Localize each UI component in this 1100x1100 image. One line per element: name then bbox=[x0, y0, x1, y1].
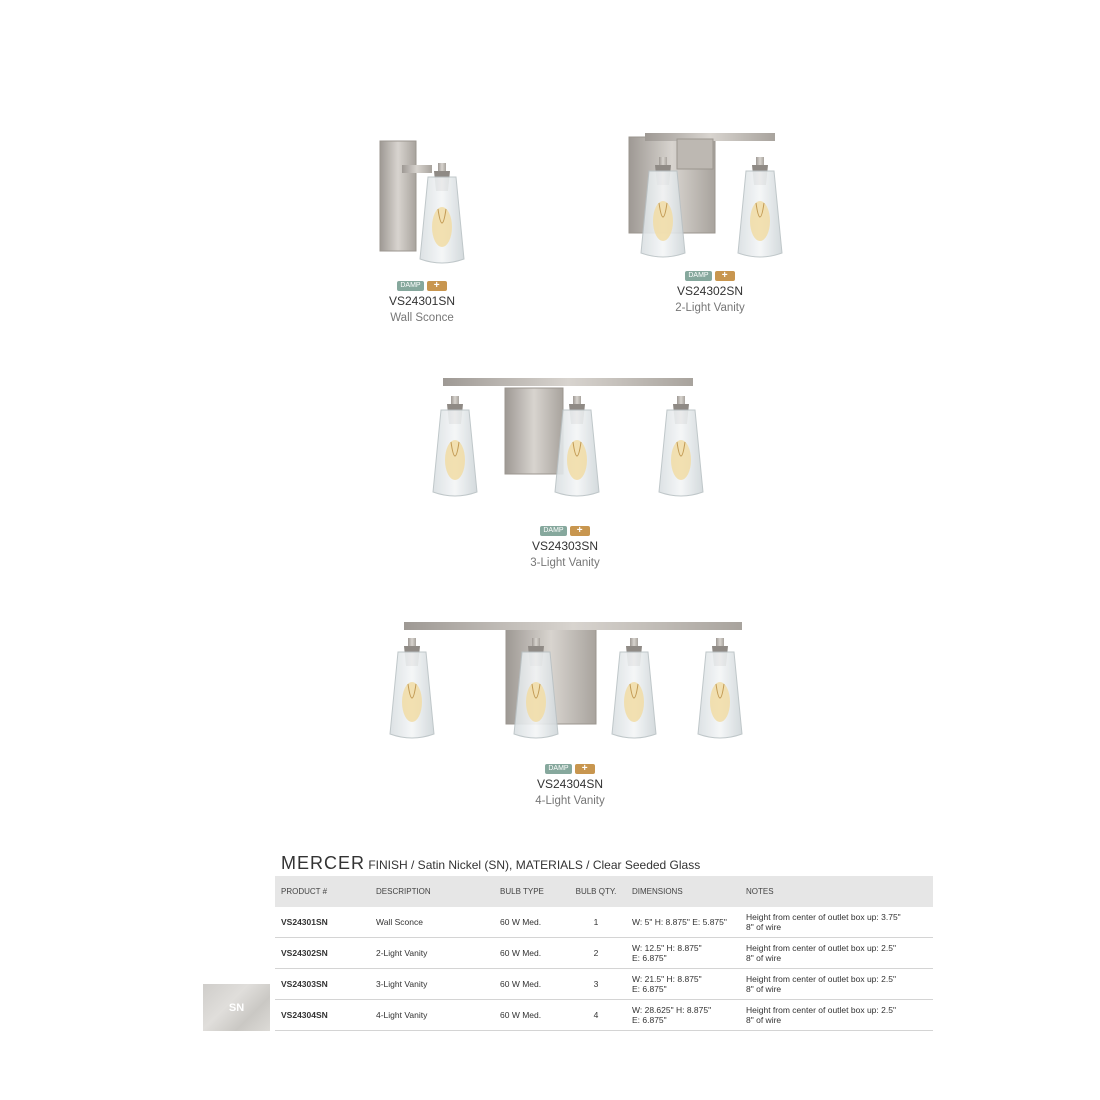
product-code: VS24302SN bbox=[676, 284, 744, 298]
plus-badge: + bbox=[427, 281, 447, 291]
table-row bbox=[275, 907, 933, 938]
damp-rated-badge: DAMP bbox=[397, 281, 423, 291]
damp-rated-badge: DAMP bbox=[540, 526, 566, 536]
plus-badge: + bbox=[715, 271, 735, 281]
col-notes: NOTES bbox=[746, 887, 774, 896]
col-bulb-type: BULB TYPE bbox=[500, 887, 544, 896]
cell-bulb: 60 W Med. bbox=[494, 938, 566, 969]
product-description: 2-Light Vanity bbox=[675, 302, 745, 314]
cell-code: VS24301SN bbox=[275, 907, 370, 938]
note-line: 8" of wire bbox=[746, 984, 782, 994]
product-3-light-vanity bbox=[415, 370, 715, 569]
note-line: Height from center of outlet box up: 2.5" bbox=[746, 974, 896, 984]
cell-notes bbox=[740, 907, 933, 938]
table-row bbox=[275, 1000, 933, 1031]
cell-notes bbox=[740, 969, 933, 1000]
plus-badge: + bbox=[575, 764, 595, 774]
cell-dimensions bbox=[626, 938, 740, 969]
damp-rated-badge: DAMP bbox=[685, 271, 711, 281]
finish-swatch: SN bbox=[203, 984, 270, 1031]
dim-line: W: 12.5" H: 8.875" bbox=[632, 943, 702, 953]
cell-qty: 4 bbox=[566, 1000, 626, 1031]
cell-qty: 2 bbox=[566, 938, 626, 969]
collection-name: MERCER bbox=[281, 853, 366, 873]
product-wall-sconce bbox=[362, 135, 482, 324]
product-code: VS24301SN bbox=[388, 294, 456, 308]
cell-desc: 2-Light Vanity bbox=[370, 938, 494, 969]
dim-line: E: 6.875" bbox=[632, 984, 667, 994]
col-description: DESCRIPTION bbox=[376, 887, 431, 896]
col-bulb-qty: BULB QTY. bbox=[575, 887, 617, 896]
cell-bulb: 60 W Med. bbox=[494, 907, 566, 938]
cell-notes bbox=[740, 938, 933, 969]
cell-code: VS24303SN bbox=[275, 969, 370, 1000]
table-row bbox=[275, 969, 933, 1000]
cell-dimensions bbox=[626, 969, 740, 1000]
cell-bulb: 60 W Med. bbox=[494, 969, 566, 1000]
collection-heading bbox=[281, 853, 700, 874]
2-light-vanity-image bbox=[615, 125, 805, 275]
note-line: Height from center of outlet box up: 2.5" bbox=[746, 943, 896, 953]
product-code: VS24303SN bbox=[531, 539, 599, 553]
4-light-vanity-image bbox=[380, 612, 760, 760]
product-description: Wall Sconce bbox=[390, 312, 454, 324]
cell-code: VS24302SN bbox=[275, 938, 370, 969]
plus-badge: + bbox=[570, 526, 590, 536]
damp-rated-badge: DAMP bbox=[545, 764, 571, 774]
col-product: PRODUCT # bbox=[281, 887, 328, 896]
cell-dimensions bbox=[626, 907, 740, 938]
product-description: 4-Light Vanity bbox=[535, 795, 605, 807]
product-code: VS24304SN bbox=[536, 777, 604, 791]
dim-line: W: 21.5" H: 8.875" bbox=[632, 974, 702, 984]
cell-qty: 1 bbox=[566, 907, 626, 938]
cell-dimensions bbox=[626, 1000, 740, 1031]
note-line: 8" of wire bbox=[746, 953, 782, 963]
wall-sconce-image bbox=[362, 135, 482, 275]
cell-notes bbox=[740, 1000, 933, 1031]
finish-materials: FINISH / Satin Nickel (SN), MATERIALS / Clear Seeded Glass bbox=[365, 858, 701, 872]
cell-desc: 4-Light Vanity bbox=[370, 1000, 494, 1031]
table-row bbox=[275, 938, 933, 969]
cell-bulb: 60 W Med. bbox=[494, 1000, 566, 1031]
note-line: 8" of wire bbox=[746, 922, 782, 932]
dim-line: W: 28.625" H: 8.875" bbox=[632, 1005, 712, 1015]
col-dimensions: DIMENSIONS bbox=[632, 887, 683, 896]
dim-line: E: 6.875" bbox=[632, 1015, 667, 1025]
note-line: 8" of wire bbox=[746, 1015, 782, 1025]
dim-line: E: 6.875" bbox=[632, 953, 667, 963]
product-4-light-vanity bbox=[380, 612, 760, 807]
product-2-light-vanity bbox=[615, 125, 805, 314]
table-header-row bbox=[275, 876, 933, 907]
3-light-vanity-image bbox=[415, 370, 715, 520]
cell-code: VS24304SN bbox=[275, 1000, 370, 1031]
product-description: 3-Light Vanity bbox=[530, 557, 600, 569]
cell-desc: 3-Light Vanity bbox=[370, 969, 494, 1000]
spec-table bbox=[275, 876, 933, 1031]
note-line: Height from center of outlet box up: 3.75" bbox=[746, 912, 901, 922]
cell-desc: Wall Sconce bbox=[370, 907, 494, 938]
note-line: Height from center of outlet box up: 2.5" bbox=[746, 1005, 896, 1015]
cell-qty: 3 bbox=[566, 969, 626, 1000]
dim-line: W: 5" H: 8.875" E: 5.875" bbox=[632, 917, 727, 927]
